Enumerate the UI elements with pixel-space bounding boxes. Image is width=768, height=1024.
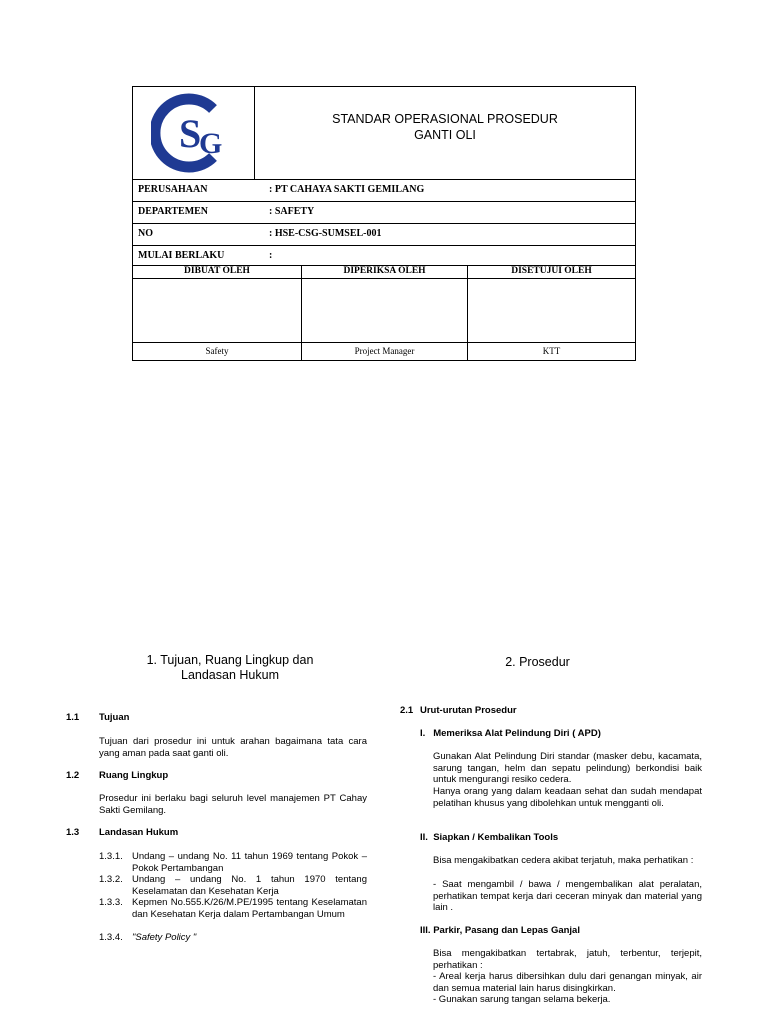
signature-header-row: [133, 265, 635, 279]
signature-box: [301, 279, 467, 342]
section-1-heading-line1: 1. Tujuan, Ruang Lingkup dan: [146, 653, 314, 667]
company-logo: [151, 93, 231, 173]
law-text: "Safety Policy ": [132, 932, 197, 943]
law-text: Undang – undang No. 1 tahun 1970 tentang Keselamatan dan Kesehatan Kerja: [132, 874, 367, 897]
sign-head-dibuat: [133, 266, 301, 278]
info-label: MULAI BERLAKU: [138, 250, 225, 261]
law-text: Kepmen No.555.K/26/M.PE/1995 tentang Keselamatan dan Kesehatan Kerja dalam Pertambangan Umum: [132, 897, 367, 920]
info-value: : HSE-CSG-SUMSEL-001: [269, 228, 382, 239]
sop-header-table: [132, 86, 636, 361]
doc-subtitle: GANTI OLI: [414, 128, 476, 142]
doc-title: STANDAR OPERASIONAL PROSEDUR: [332, 112, 558, 126]
info-label: DEPARTEMEN: [138, 206, 209, 217]
role-safety: [133, 343, 301, 361]
signature-box: [467, 279, 635, 342]
step-i-text2: Hanya orang yang dalam keadaan sehat dan sudah mendapat pelatihan khusus yang dibolehkan untuk mengganti oli.: [433, 786, 702, 809]
s13-number: 1.3: [66, 827, 80, 838]
s12-number: 1.2: [66, 770, 80, 781]
info-row-mulai-berlaku: [133, 245, 635, 267]
step-iii-text1: Bisa mengakibatkan tertabrak, jatuh, terbentur, terjepit, perhatikan :: [433, 948, 702, 971]
step-ii-text1: Bisa mengakibatkan cedera akibat terjatuh, maka perhatikan :: [433, 855, 694, 866]
info-value: : PT CAHAYA SAKTI GEMILANG: [269, 184, 425, 195]
title-cell: [255, 87, 635, 179]
info-label: NO: [138, 228, 153, 239]
step-ii-text2: - Saat mengambil / bawa / mengembalikan alat peralatan, perhatikan tempat kerja dari ceceran minyak dan material yang lain .: [433, 879, 702, 913]
role-label: Safety: [205, 346, 229, 356]
section-2-heading: 2. Prosedur: [505, 655, 570, 669]
info-value: : SAFETY: [269, 206, 315, 217]
info-row-perusahaan: [133, 179, 635, 201]
law-text: Undang – undang No. 11 tahun 1969 tentang Pokok – Pokok Pertambangan: [132, 851, 367, 874]
section-1-heading: [100, 653, 360, 683]
sign-head-label: DISETUJUI OLEH: [511, 266, 592, 276]
sign-head-diperiksa: [301, 266, 467, 278]
info-row-departemen: [133, 201, 635, 223]
step-iii-title: III. Parkir, Pasang dan Lepas Ganjal: [420, 925, 580, 936]
info-row-no: [133, 223, 635, 245]
info-label: PERUSAHAAN: [138, 184, 208, 195]
role-label: Project Manager: [354, 346, 415, 356]
sign-head-label: DIBUAT OLEH: [184, 266, 250, 276]
step-i-title: I. Memeriksa Alat Pelindung Diri ( APD): [420, 728, 601, 739]
step-i-text1: Gunakan Alat Pelindung Diri standar (masker debu, kacamata, sarung tangan, helm dan sepatu pelindung) berkondisi baik untuk mengurangi resiko cedera.: [433, 751, 702, 785]
s21-number: 2.1: [400, 705, 414, 716]
s11-title: Tujuan: [99, 712, 130, 723]
step-ii-title: II. Siapkan / Kembalikan Tools: [420, 832, 559, 843]
law-number: 1.3.1.: [99, 851, 123, 862]
sign-head-label: DIPERIKSA OLEH: [343, 266, 426, 276]
section-1-heading-line2: Landasan Hukum: [181, 668, 279, 682]
s21-title: Urut-urutan Prosedur: [420, 705, 517, 716]
s11-text: Tujuan dari prosedur ini untuk arahan bagaimana tata cara yang aman pada saat ganti oli.: [99, 736, 367, 759]
role-ktt: [467, 343, 635, 361]
step-iii-text2: - Areal kerja harus dibersihkan dulu dari genangan minyak, air dan semua material lain harus disingkirkan.: [433, 971, 702, 994]
logo-cell: [133, 87, 255, 179]
law-number: 1.3.4.: [99, 932, 123, 943]
signature-box: [133, 279, 301, 342]
info-value: :: [269, 250, 273, 261]
law-number: 1.3.3.: [99, 897, 123, 908]
signature-role-row: [133, 343, 635, 361]
role-label: KTT: [542, 346, 561, 356]
s13-title: Landasan Hukum: [99, 827, 179, 838]
svg-text:G: G: [199, 127, 223, 160]
s12-title: Ruang Lingkup: [99, 770, 169, 781]
sign-head-disetujui: [467, 266, 635, 278]
step-iii-text3: - Gunakan sarung tangan selama bekerja.: [433, 994, 611, 1005]
s12-text: Prosedur ini berlaku bagi seluruh level manajemen PT Cahay Sakti Gemilang.: [99, 793, 367, 816]
law-number: 1.3.2.: [99, 874, 123, 885]
svg-text:S: S: [179, 111, 202, 156]
role-project-manager: [301, 343, 467, 361]
signature-area: [133, 279, 635, 343]
s11-number: 1.1: [66, 712, 80, 723]
